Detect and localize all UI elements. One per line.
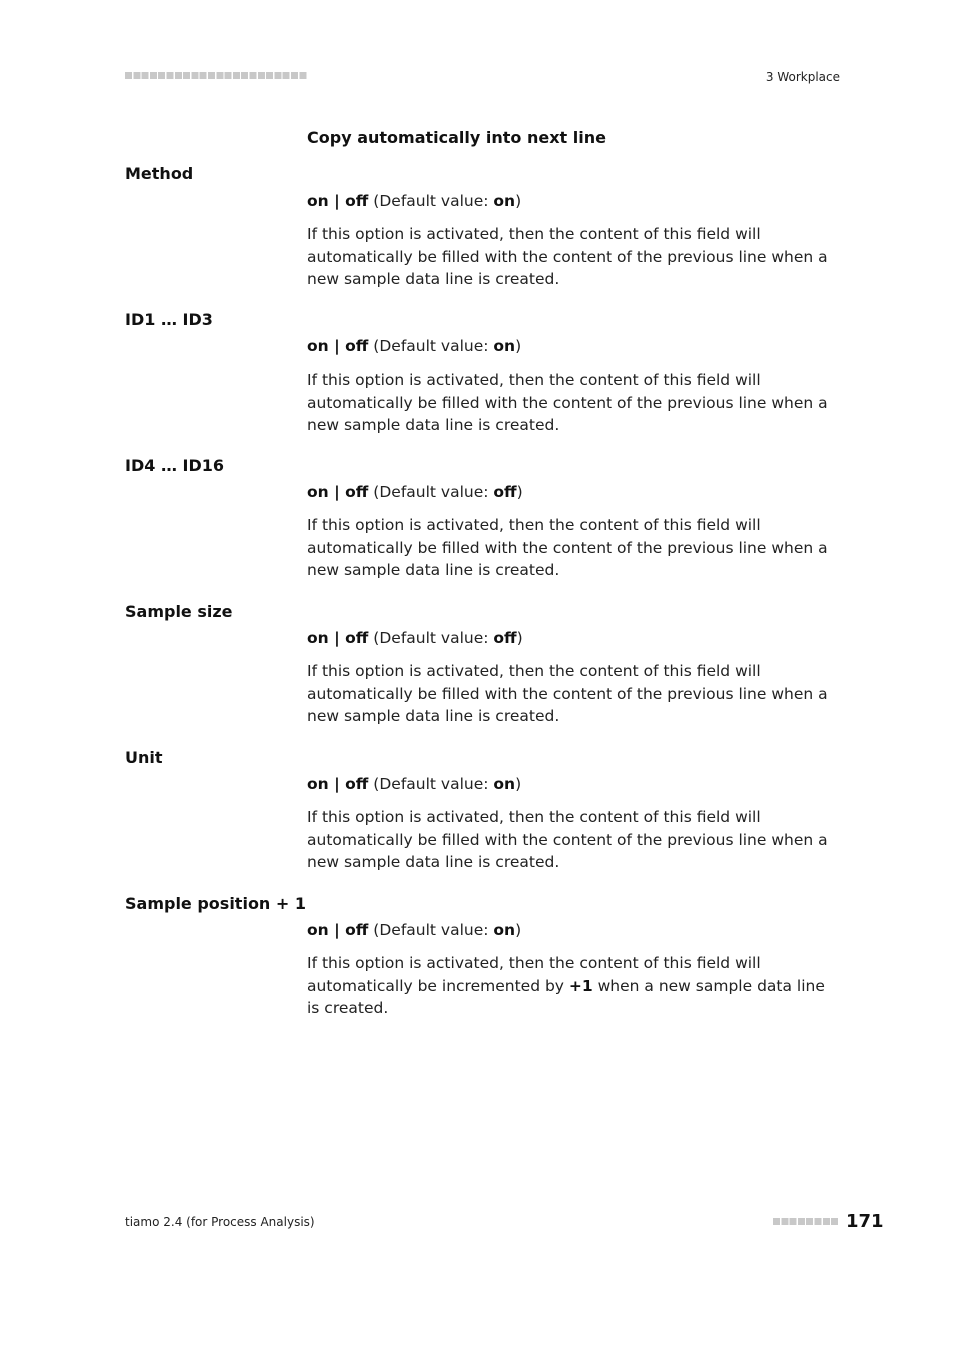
footer-product-name: tiamo 2.4 (for Process Analysis)	[125, 1215, 315, 1229]
param-values-id1-id3: on | off (Default value: on)	[307, 337, 522, 355]
param-description-id1-id3: If this option is activated, then the content of this field will automatically be filled with the content of the previous line when a new sample data line is created.	[307, 371, 828, 434]
param-values-unit: on | off (Default value: on)	[307, 775, 522, 793]
param-description-id4-id16: If this option is activated, then the content of this field will automatically be filled with the content of the previous line when a new sample data line is created.	[307, 516, 828, 579]
param-description-method: If this option is activated, then the content of this field will automatically be filled with the content of the previous line when a new sample data line is created.	[307, 225, 828, 288]
param-values-method: on | off (Default value: on)	[307, 192, 522, 210]
page-number: 171	[846, 1211, 884, 1232]
param-label-method: Method	[125, 164, 194, 183]
param-label-id4-id16: ID4 … ID16	[125, 456, 225, 475]
param-description-sample-position: If this option is activated, then the content of this field will automatically be incremented by +1 when a new sample data line is created.	[307, 954, 825, 1017]
param-values-id4-id16: on | off (Default value: off)	[307, 483, 523, 501]
param-description-unit: If this option is activated, then the content of this field will automatically be filled with the content of the previous line when a new sample data line is created.	[307, 808, 828, 871]
param-values-sample-size: on | off (Default value: off)	[307, 629, 523, 647]
footer-decoration	[773, 1218, 839, 1225]
header-decoration	[125, 72, 307, 79]
chapter-title: 3 Workplace	[765, 70, 840, 84]
param-label-unit: Unit	[125, 748, 163, 767]
param-label-sample-position: Sample position + 1	[125, 894, 306, 913]
param-values-sample-position: on | off (Default value: on)	[307, 921, 522, 939]
param-label-sample-size: Sample size	[125, 602, 233, 621]
param-description-sample-size: If this option is activated, then the content of this field will automatically be filled with the content of the previous line when a new sample data line is created.	[307, 662, 828, 725]
param-label-id1-id3: ID1 … ID3	[125, 310, 213, 329]
section-title: Copy automatically into next line	[307, 128, 606, 147]
